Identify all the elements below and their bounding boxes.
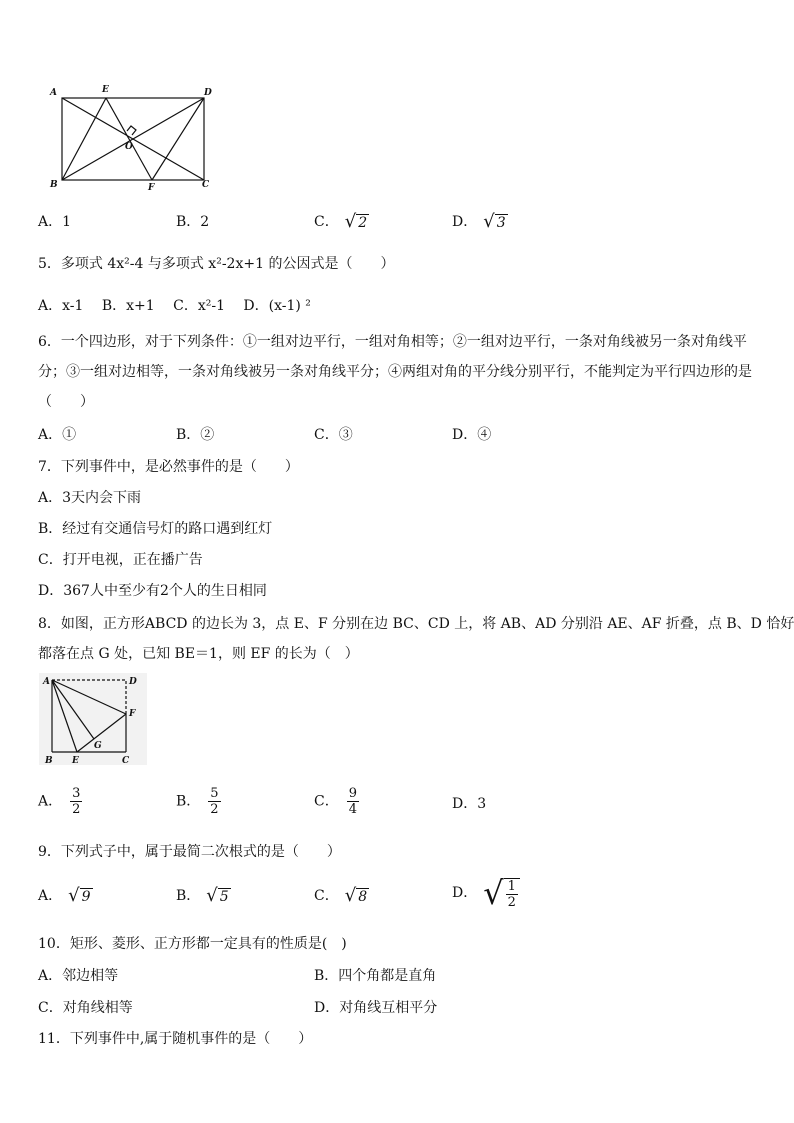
option-b: B．2 — [176, 214, 210, 230]
option-a: A． $\frac{3}{2}$ — [38, 786, 81, 817]
question-5-options: A．x-1 B．x+1 C．x²-1 D．(x-1) ² — [38, 298, 311, 314]
question-11: 11．下列事件中,属于随机事件的是（ ） — [38, 1031, 313, 1047]
option-c: C．打开电视，正在播广告 — [38, 552, 203, 568]
option-b: B．经过有交通信号灯的路口遇到红灯 — [38, 521, 273, 537]
question-8-line2: 都落在点 G 处，已知 BE＝1，则 EF 的长为（ ） — [38, 646, 359, 662]
option-d: D．3 — [452, 796, 487, 812]
label-d: D — [204, 88, 212, 98]
label-f: F — [129, 709, 136, 719]
option-d: D．367人中至少有2个人的生日相同 — [38, 583, 267, 599]
option-a: A．1 — [38, 214, 72, 230]
label-g: G — [94, 741, 102, 751]
question-10: 10．矩形、菱形、正方形都一定具有的性质是( ) — [38, 936, 347, 952]
option-c: C． √ 8 — [314, 885, 368, 906]
label-e: E — [72, 756, 79, 766]
label-b: B — [45, 756, 53, 766]
option-a: A．① — [38, 427, 77, 443]
label-b: B — [50, 180, 58, 190]
option-c: C． $\frac{9}{4}$ — [314, 786, 357, 817]
question-6-line3: （ ） — [38, 394, 94, 410]
option-a: A．3天内会下雨 — [38, 490, 142, 506]
option-b: B．② — [176, 427, 215, 443]
option-b: B． √ 5 — [176, 885, 229, 906]
option-d: D．④ — [452, 427, 492, 443]
label-f: F — [148, 183, 155, 193]
label-a: A — [43, 677, 50, 687]
label-c: C — [202, 180, 210, 190]
option-d: D． √ 3 — [452, 211, 506, 232]
label-e: E — [102, 85, 109, 95]
option-c: C．对角线相等 — [38, 1000, 133, 1016]
question-8-line1: 8．如图，正方形ABCD 的边长为 3，点 E、F 分别在边 BC、CD 上，将 AB、AD 分别沿 AE、AF 折叠，点 B、D 恰好 — [38, 616, 794, 632]
option-a: A．邻边相等 — [38, 968, 119, 984]
question-9: 9．下列式子中，属于最简二次根式的是（ ） — [38, 844, 341, 860]
option-d: D．对角线互相平分 — [314, 1000, 438, 1016]
question-6-line1: 6．一个四边形，对于下列条件：①一组对边平行，一组对角相等；②一组对边平行，一条对角线被另一条对角线平 — [38, 334, 747, 350]
option-a: A． √ 9 — [38, 885, 91, 906]
label-d: D — [129, 677, 137, 687]
question-6-line2: 分；③一组对边相等，一条对角线被另一条对角线平分；④两组对角的平分线分别平行，不能判定为平行四边形的是 — [38, 364, 752, 380]
option-b: B． $\frac{5}{2}$ — [176, 786, 219, 817]
option-d: D． √ $\frac{1}{2}$ — [452, 876, 520, 910]
option-c: C．③ — [314, 427, 353, 443]
square-figure — [38, 672, 148, 766]
question-7: 7．下列事件中，是必然事件的是（ ） — [38, 459, 299, 475]
label-o: O — [125, 142, 133, 152]
option-c: C． √ 2 — [314, 211, 368, 232]
label-c: C — [122, 756, 130, 766]
label-a: A — [50, 88, 57, 98]
rectangle-figure — [44, 82, 224, 194]
option-b: B．四个角都是直角 — [314, 968, 437, 984]
question-5: 5．多项式 4x²-4 与多项式 x²-2x+1 的公因式是（ ） — [38, 256, 395, 272]
